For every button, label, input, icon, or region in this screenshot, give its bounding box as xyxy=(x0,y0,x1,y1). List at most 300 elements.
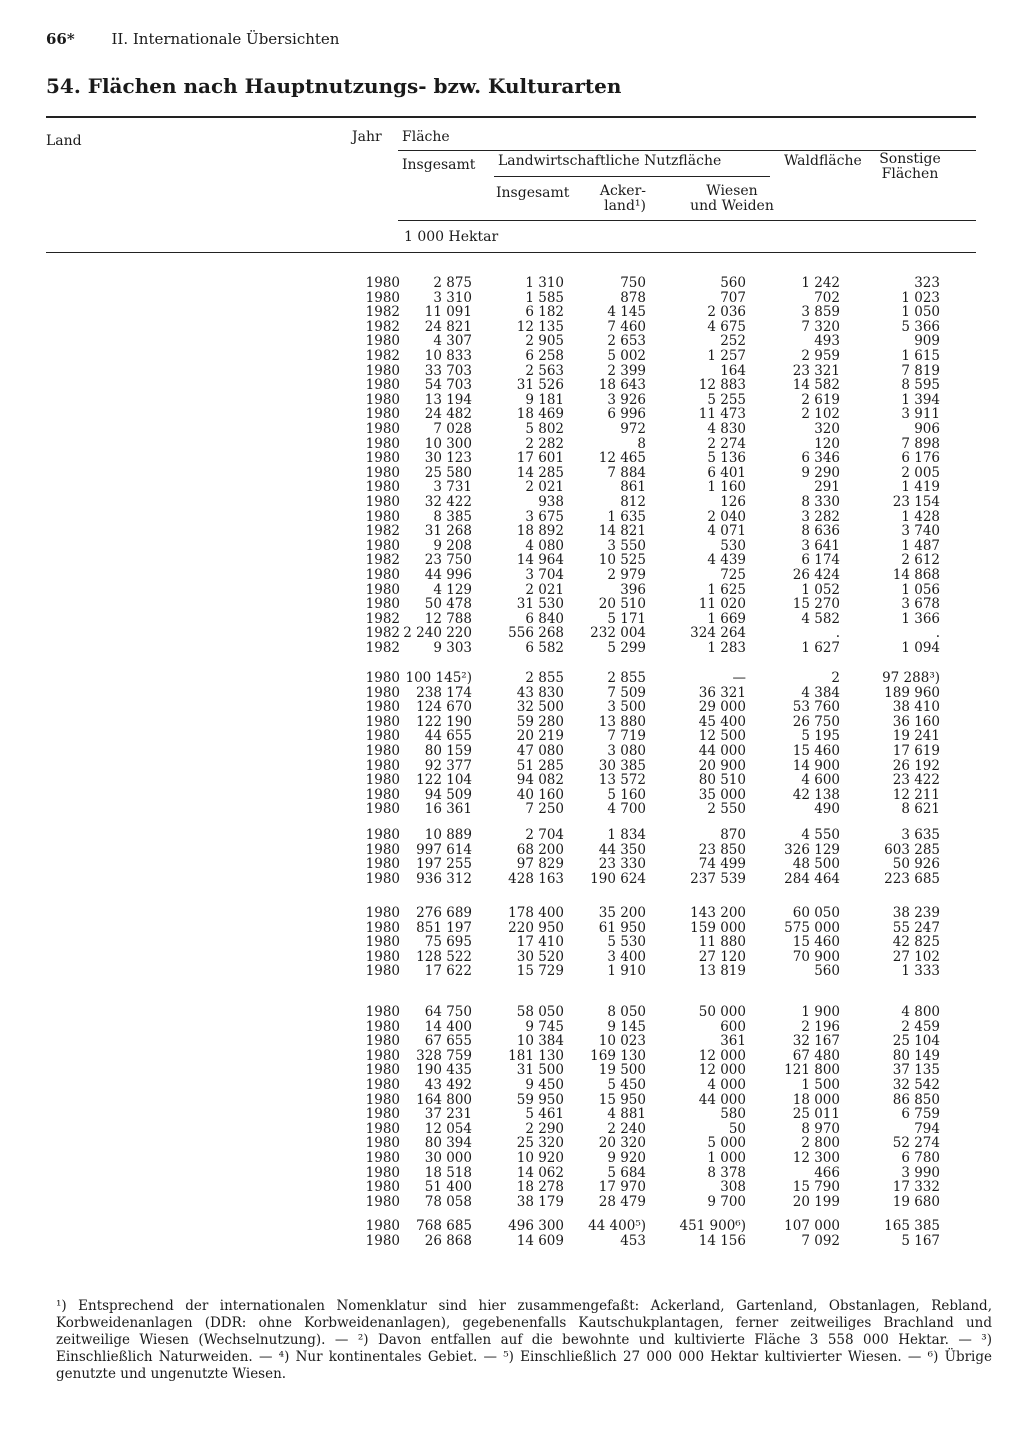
year-cell: 1982 xyxy=(365,523,400,540)
value-cell-v6: 1 094 xyxy=(901,640,940,656)
value-cell-v1: 3 731 xyxy=(433,479,472,496)
value-cell-v5: 3 859 xyxy=(801,304,840,321)
value-cell-v6: 3 740 xyxy=(901,523,940,540)
value-cell-v5: 8 636 xyxy=(801,523,840,540)
value-cell-v1: 3 310 xyxy=(433,289,472,306)
year-cell: 1980 xyxy=(365,728,400,745)
value-cell-v2: 18 469 xyxy=(516,406,564,423)
value-cell-v5: 291 xyxy=(814,479,840,496)
value-cell-v4: 11 880 xyxy=(698,934,746,951)
value-cell-v3: 861 xyxy=(620,479,646,496)
table-row xyxy=(46,1234,976,1249)
value-cell-v2: 94 082 xyxy=(516,772,564,789)
value-cell-v5: 326 129 xyxy=(784,841,840,858)
table-row xyxy=(46,1219,976,1234)
table-row xyxy=(46,1136,976,1151)
value-cell-v3: 12 465 xyxy=(598,450,646,467)
value-cell-v4: 45 400 xyxy=(698,713,746,730)
table-row xyxy=(46,686,976,701)
value-cell-v6: 8 595 xyxy=(901,377,940,394)
value-cell-v6: 6 780 xyxy=(901,1150,940,1166)
value-cell-v3: 4 881 xyxy=(607,1106,646,1123)
value-cell-v5: 1 242 xyxy=(801,275,840,291)
year-cell: 1980 xyxy=(365,1091,400,1108)
value-cell-v3: 1 834 xyxy=(607,827,646,843)
value-cell-v3: 1 910 xyxy=(607,963,646,980)
value-cell-v6: 6 176 xyxy=(901,450,940,467)
value-cell-v2: 10 384 xyxy=(516,1033,564,1050)
value-cell-v2: 59 950 xyxy=(516,1091,564,1108)
value-cell-v2: 6 258 xyxy=(525,348,564,364)
table-row xyxy=(46,495,976,510)
value-cell-v1: 80 394 xyxy=(424,1135,472,1152)
value-cell-v4: 252 xyxy=(720,333,746,350)
col-wiesen xyxy=(680,184,784,214)
value-cell-v5: 4 384 xyxy=(801,684,840,701)
value-cell-v6: 97 288³) xyxy=(882,670,940,686)
value-cell-v4: 1 160 xyxy=(707,479,746,496)
value-cell-v6: 80 149 xyxy=(892,1047,940,1064)
value-cell-v4: 164 xyxy=(720,362,746,379)
value-cell-v6: 50 926 xyxy=(892,856,940,873)
value-cell-v1: 33 703 xyxy=(424,362,472,379)
value-cell-v6: 3 990 xyxy=(901,1164,940,1181)
table-row xyxy=(46,349,976,364)
value-cell-v5: 1 052 xyxy=(801,581,840,598)
value-cell-v2: 15 729 xyxy=(516,963,564,980)
value-cell-v5: 48 500 xyxy=(792,856,840,873)
value-cell-v2: 556 268 xyxy=(508,625,564,642)
value-cell-v5: 14 900 xyxy=(792,757,840,774)
value-cell-v2: 3 704 xyxy=(525,567,564,583)
year-cell: 1980 xyxy=(365,684,400,701)
value-cell-v6: 1 056 xyxy=(901,581,940,598)
value-cell-v6: 17 619 xyxy=(892,743,940,759)
value-cell-v6: 165 385 xyxy=(884,1218,940,1234)
year-cell: 1980 xyxy=(365,757,400,774)
value-cell-v1: 10 833 xyxy=(424,348,472,364)
year-cell: 1980 xyxy=(365,289,400,306)
year-cell: 1980 xyxy=(365,801,400,818)
value-cell-v3: 23 330 xyxy=(598,856,646,873)
table-row xyxy=(46,828,976,843)
year-cell: 1982 xyxy=(365,552,400,569)
table-row xyxy=(46,1180,976,1195)
value-cell-v2: 9 181 xyxy=(525,391,564,408)
value-cell-v6: 14 868 xyxy=(892,567,940,583)
year-cell: 1980 xyxy=(365,1135,400,1152)
table-row xyxy=(46,1005,976,1020)
table-row xyxy=(46,641,976,656)
value-cell-v3: 4 700 xyxy=(607,801,646,818)
value-cell-v6: 38 410 xyxy=(892,699,940,716)
table-row xyxy=(46,950,976,965)
value-cell-v4: 4 000 xyxy=(707,1077,746,1093)
value-cell-v1: 51 400 xyxy=(424,1179,472,1196)
table-row xyxy=(46,553,976,568)
value-cell-v3: 5 160 xyxy=(607,786,646,803)
value-cell-v6: 32 542 xyxy=(892,1077,940,1093)
year-cell: 1980 xyxy=(365,827,400,843)
year-cell: 1980 xyxy=(365,435,400,452)
table-row xyxy=(46,773,976,788)
value-cell-v3: 750 xyxy=(620,275,646,291)
value-cell-v3: 5 299 xyxy=(607,640,646,656)
value-cell-v6: 3 911 xyxy=(901,406,940,423)
value-cell-v3: 7 509 xyxy=(607,684,646,701)
value-cell-v5: 67 480 xyxy=(792,1047,840,1064)
unit-rule xyxy=(398,220,976,221)
value-cell-v2: 2 563 xyxy=(525,362,564,379)
year-cell: 1980 xyxy=(365,963,400,980)
value-cell-v2: 2 905 xyxy=(525,333,564,350)
table-row xyxy=(46,788,976,803)
year-cell: 1980 xyxy=(365,870,400,887)
year-cell: 1980 xyxy=(365,786,400,803)
value-cell-v5: 2 102 xyxy=(801,406,840,423)
value-cell-v1: 14 400 xyxy=(424,1018,472,1035)
table-row xyxy=(46,1049,976,1064)
value-cell-v3: 3 080 xyxy=(607,743,646,759)
value-cell-v5: 320 xyxy=(814,421,840,437)
value-cell-v4: 237 539 xyxy=(690,870,746,887)
value-cell-v4: 2 550 xyxy=(707,801,746,818)
value-cell-v5: 120 xyxy=(814,435,840,452)
value-cell-v1: 4 129 xyxy=(433,581,472,598)
col-wiesen-line2: und Weiden xyxy=(690,198,774,214)
value-cell-v2: 40 160 xyxy=(516,786,564,803)
year-cell: 1980 xyxy=(365,1150,400,1166)
value-cell-v5: 121 800 xyxy=(784,1062,840,1079)
value-cell-v2: 1 310 xyxy=(525,275,564,291)
value-cell-v4: 1 000 xyxy=(707,1150,746,1166)
value-cell-v2: 428 163 xyxy=(508,870,564,887)
value-cell-v4: 13 819 xyxy=(698,963,746,980)
value-cell-v1: 9 208 xyxy=(433,537,472,554)
value-cell-v5: 575 000 xyxy=(784,919,840,936)
value-cell-v1: 124 670 xyxy=(416,699,472,716)
table-row xyxy=(46,729,976,744)
value-cell-v6: 1 394 xyxy=(901,391,940,408)
value-cell-v3: 8 050 xyxy=(607,1004,646,1020)
value-cell-v5: 6 174 xyxy=(801,552,840,569)
value-cell-v4: 2 036 xyxy=(707,304,746,321)
value-cell-v6: 189 960 xyxy=(884,684,940,701)
value-cell-v6: 23 154 xyxy=(892,494,940,510)
year-cell: 1980 xyxy=(365,1193,400,1210)
value-cell-v5: 2 196 xyxy=(801,1018,840,1035)
year-cell: 1980 xyxy=(365,1106,400,1123)
value-cell-v6: 1 050 xyxy=(901,304,940,321)
value-cell-v6: 1 333 xyxy=(901,963,940,980)
year-cell: 1982 xyxy=(365,610,400,627)
value-cell-v1: 94 509 xyxy=(424,786,472,803)
table-row xyxy=(46,626,976,641)
value-cell-v6: 2 459 xyxy=(901,1018,940,1035)
value-cell-v5: 493 xyxy=(814,333,840,350)
year-cell: 1980 xyxy=(365,919,400,936)
table-row xyxy=(46,1034,976,1049)
year-cell: 1980 xyxy=(365,391,400,408)
table-row xyxy=(46,305,976,320)
value-cell-v3: 232 004 xyxy=(590,625,646,642)
value-cell-v4: 5 000 xyxy=(707,1135,746,1152)
year-cell: 1980 xyxy=(365,421,400,437)
table-row xyxy=(46,744,976,759)
value-cell-v5: 6 346 xyxy=(801,450,840,467)
year-cell: 1980 xyxy=(365,670,400,686)
value-cell-v2: 30 520 xyxy=(516,948,564,965)
value-cell-v2: 97 829 xyxy=(516,856,564,873)
value-cell-v3: 44 400⁵) xyxy=(588,1218,646,1234)
table-row xyxy=(46,276,976,291)
value-cell-v6: 6 759 xyxy=(901,1106,940,1123)
value-cell-v3: 972 xyxy=(620,421,646,437)
value-cell-v2: 2 282 xyxy=(525,435,564,452)
value-cell-v4: 4 071 xyxy=(707,523,746,540)
value-cell-v4: 74 499 xyxy=(698,856,746,873)
running-header xyxy=(46,30,339,48)
value-cell-v5: 70 900 xyxy=(792,948,840,965)
value-cell-v2: 1 585 xyxy=(525,289,564,306)
value-cell-v6: 603 285 xyxy=(884,841,940,858)
value-cell-v5: 2 619 xyxy=(801,391,840,408)
value-cell-v4: 29 000 xyxy=(698,699,746,716)
value-cell-v3: 396 xyxy=(620,581,646,598)
value-cell-v3: 190 624 xyxy=(590,870,646,887)
table-row xyxy=(46,437,976,452)
value-cell-v1: 8 385 xyxy=(433,508,472,525)
value-cell-v6: 25 104 xyxy=(892,1033,940,1050)
value-cell-v6: 1 366 xyxy=(901,610,940,627)
value-cell-v1: 23 750 xyxy=(424,552,472,569)
table-row xyxy=(46,1166,976,1181)
value-cell-v3: 3 500 xyxy=(607,699,646,716)
value-cell-v6: 8 621 xyxy=(901,801,940,818)
value-cell-v5: 490 xyxy=(814,801,840,818)
header-bottom-rule xyxy=(46,252,976,253)
table-row xyxy=(46,568,976,583)
value-cell-v3: 5 684 xyxy=(607,1164,646,1181)
value-cell-v5: 15 790 xyxy=(792,1179,840,1196)
value-cell-v1: 44 996 xyxy=(424,567,472,583)
value-cell-v3: 2 653 xyxy=(607,333,646,350)
col-sonstige-line1: Sonstige xyxy=(879,151,941,167)
value-cell-v4: 1 257 xyxy=(707,348,746,364)
value-cell-v3: 8 xyxy=(637,435,646,452)
table-row xyxy=(46,320,976,335)
table-row xyxy=(46,407,976,422)
value-cell-v4: 35 000 xyxy=(698,786,746,803)
value-cell-v6: 1 023 xyxy=(901,289,940,306)
value-cell-v4: 12 500 xyxy=(698,728,746,745)
table-row xyxy=(46,802,976,817)
value-cell-v2: 12 135 xyxy=(516,318,564,335)
value-cell-v3: 13 880 xyxy=(598,713,646,730)
value-cell-v4: 870 xyxy=(720,827,746,843)
table-row xyxy=(46,510,976,525)
value-cell-v5: 53 760 xyxy=(792,699,840,716)
value-cell-v6: 23 422 xyxy=(892,772,940,789)
value-cell-v5: 3 282 xyxy=(801,508,840,525)
col-land: Land xyxy=(46,133,82,149)
value-cell-v3: 2 979 xyxy=(607,567,646,583)
value-cell-v5: 1 500 xyxy=(801,1077,840,1093)
value-cell-v3: 4 145 xyxy=(607,304,646,321)
year-cell: 1982 xyxy=(365,348,400,364)
value-cell-v4: 12 000 xyxy=(698,1062,746,1079)
value-cell-v2: 59 280 xyxy=(516,713,564,730)
value-cell-v4: 50 000 xyxy=(698,1004,746,1020)
value-cell-v5: 15 270 xyxy=(792,596,840,613)
value-cell-v3: 6 996 xyxy=(607,406,646,423)
col-ackerland-line1: Acker- xyxy=(599,183,646,199)
year-cell: 1980 xyxy=(365,362,400,379)
value-cell-v1: 32 422 xyxy=(424,494,472,510)
value-cell-v3: 13 572 xyxy=(598,772,646,789)
value-cell-v6: 3 678 xyxy=(901,596,940,613)
year-cell: 1980 xyxy=(365,581,400,598)
year-cell: 1980 xyxy=(365,713,400,730)
value-cell-v1: 7 028 xyxy=(433,421,472,437)
value-cell-v4: 530 xyxy=(720,537,746,554)
value-cell-v1: 50 478 xyxy=(424,596,472,613)
value-cell-v4: 4 830 xyxy=(707,421,746,437)
value-cell-v3: 30 385 xyxy=(598,757,646,774)
value-cell-v3: 169 130 xyxy=(590,1047,646,1064)
value-cell-v3: 5 450 xyxy=(607,1077,646,1093)
year-cell: 1980 xyxy=(365,1218,400,1234)
table-row xyxy=(46,524,976,539)
table-row xyxy=(46,612,976,627)
year-cell: 1980 xyxy=(365,1047,400,1064)
table-row xyxy=(46,964,976,979)
value-cell-v1: 18 518 xyxy=(424,1164,472,1181)
value-cell-v4: 36 321 xyxy=(698,684,746,701)
value-cell-v6: . xyxy=(935,625,940,642)
lnf-rule xyxy=(494,176,770,177)
value-cell-v5: 107 000 xyxy=(784,1218,840,1234)
value-cell-v2: 32 500 xyxy=(516,699,564,716)
value-cell-v4: 2 274 xyxy=(707,435,746,452)
table-row xyxy=(46,759,976,774)
col-sonstige xyxy=(870,152,950,182)
value-cell-v6: 906 xyxy=(914,421,940,437)
value-cell-v1: 197 255 xyxy=(416,856,472,873)
value-cell-v5: 26 750 xyxy=(792,713,840,730)
year-cell: 1982 xyxy=(365,625,400,642)
value-cell-v2: 220 950 xyxy=(508,919,564,936)
value-cell-v1: 328 759 xyxy=(416,1047,472,1064)
year-cell: 1980 xyxy=(365,567,400,583)
value-cell-v2: 9 745 xyxy=(525,1018,564,1035)
value-cell-v5: 2 xyxy=(831,670,840,686)
value-cell-v1: 43 492 xyxy=(424,1077,472,1093)
table-row xyxy=(46,451,976,466)
year-cell: 1982 xyxy=(365,640,400,656)
value-cell-v4: 8 378 xyxy=(707,1164,746,1181)
value-cell-v2: 68 200 xyxy=(516,841,564,858)
value-cell-v4: 50 xyxy=(728,1120,746,1137)
table-row xyxy=(46,422,976,437)
table-row xyxy=(46,935,976,950)
value-cell-v2: 14 285 xyxy=(516,464,564,481)
value-cell-v2: 25 320 xyxy=(516,1135,564,1152)
value-cell-v2: 14 609 xyxy=(516,1232,564,1249)
value-cell-v1: 190 435 xyxy=(416,1062,472,1079)
value-cell-v2: 3 675 xyxy=(525,508,564,525)
value-cell-v1: 128 522 xyxy=(416,948,472,965)
value-cell-v4: 308 xyxy=(720,1179,746,1196)
value-cell-v4: 12 883 xyxy=(698,377,746,394)
value-cell-v4: 143 200 xyxy=(690,905,746,921)
value-cell-v6: 37 135 xyxy=(892,1062,940,1079)
value-cell-v3: 812 xyxy=(620,494,646,510)
value-cell-v1: 122 104 xyxy=(416,772,472,789)
value-cell-v1: 851 197 xyxy=(416,919,472,936)
value-cell-v5: 23 321 xyxy=(792,362,840,379)
value-cell-v4: 1 625 xyxy=(707,581,746,598)
value-cell-v2: 17 601 xyxy=(516,450,564,467)
value-cell-v1: 75 695 xyxy=(424,934,472,951)
value-cell-v3: 2 855 xyxy=(607,670,646,686)
col-lnf: Landwirtschaftliche Nutzfläche xyxy=(498,153,722,169)
year-cell: 1980 xyxy=(365,905,400,921)
value-cell-v3: 19 500 xyxy=(598,1062,646,1079)
value-cell-v5: 8 330 xyxy=(801,494,840,510)
value-cell-v4: 5 136 xyxy=(707,450,746,467)
value-cell-v2: 5 802 xyxy=(525,421,564,437)
table-row xyxy=(46,597,976,612)
value-cell-v5: 20 199 xyxy=(792,1193,840,1210)
year-cell: 1982 xyxy=(365,304,400,321)
table-row xyxy=(46,715,976,730)
value-cell-v4: 27 120 xyxy=(698,948,746,965)
value-cell-v2: 938 xyxy=(538,494,564,510)
year-cell: 1980 xyxy=(365,1004,400,1020)
year-cell: 1980 xyxy=(365,377,400,394)
value-cell-v2: 2 855 xyxy=(525,670,564,686)
value-cell-v5: 3 641 xyxy=(801,537,840,554)
value-cell-v2: 17 410 xyxy=(516,934,564,951)
table-row xyxy=(46,1078,976,1093)
value-cell-v4: 707 xyxy=(720,289,746,306)
year-cell: 1980 xyxy=(365,508,400,525)
value-cell-v3: 35 200 xyxy=(598,905,646,921)
year-cell: 1982 xyxy=(365,318,400,335)
value-cell-v2: 31 500 xyxy=(516,1062,564,1079)
value-cell-v5: 7 320 xyxy=(801,318,840,335)
value-cell-v2: 14 062 xyxy=(516,1164,564,1181)
value-cell-v4: 600 xyxy=(720,1018,746,1035)
value-cell-v1: 936 312 xyxy=(416,870,472,887)
year-cell: 1980 xyxy=(365,1232,400,1249)
value-cell-v6: 55 247 xyxy=(892,919,940,936)
value-cell-v3: 9 145 xyxy=(607,1018,646,1035)
value-cell-v2: 31 526 xyxy=(516,377,564,394)
value-cell-v5: 284 464 xyxy=(784,870,840,887)
value-cell-v4: 5 255 xyxy=(707,391,746,408)
value-cell-v2: 20 219 xyxy=(516,728,564,745)
value-cell-v4: 126 xyxy=(720,494,746,510)
value-cell-v4: 1 283 xyxy=(707,640,746,656)
value-cell-v5: 18 000 xyxy=(792,1091,840,1108)
value-cell-v1: 30 000 xyxy=(424,1150,472,1166)
table-row xyxy=(46,334,976,349)
year-cell: 1980 xyxy=(365,1062,400,1079)
value-cell-v1: 9 303 xyxy=(433,640,472,656)
year-cell: 1980 xyxy=(365,1164,400,1181)
